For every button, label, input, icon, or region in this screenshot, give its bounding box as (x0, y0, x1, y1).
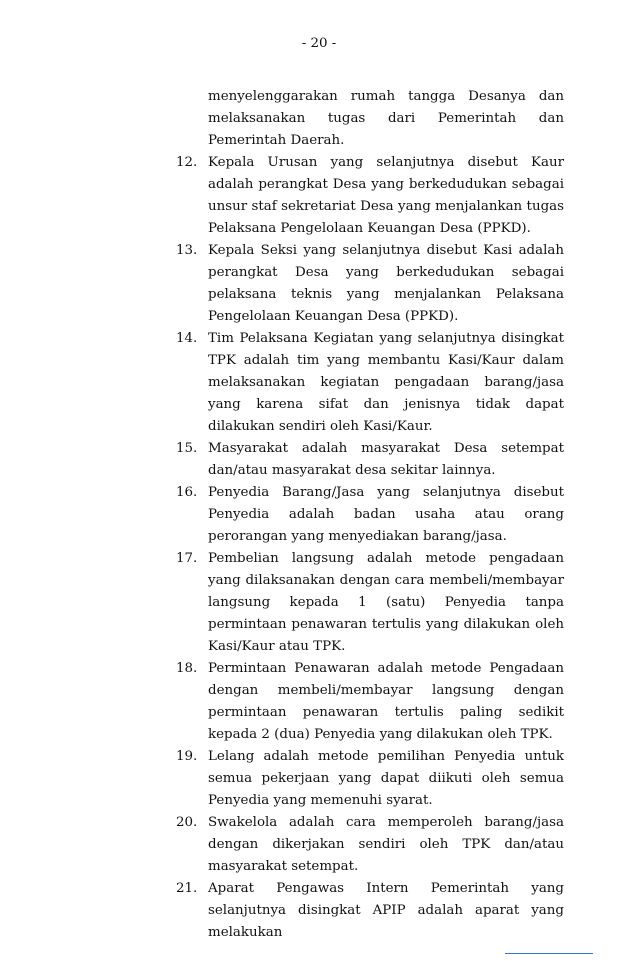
item-number: 13. (176, 243, 198, 258)
item-number: 19. (176, 749, 198, 764)
item-text: menyelenggarakan rumah tangga Desanya dan melaksanakan tugas dari Pemerintah dan Pemerintah Daerah. (208, 89, 564, 148)
item-number: 15. (176, 441, 198, 456)
item-number: 12. (176, 155, 198, 170)
list-item (0, 746, 638, 812)
item-text: Kepala Urusan yang selanjutnya disebut Kaur adalah perangkat Desa yang berkedudukan sebagai unsur staf sekretariat Desa yang menjalankan tugas Pelaksana Pengelolaan Keuangan Desa (PPKD). (208, 155, 564, 236)
list-item (0, 152, 638, 240)
item-text: Swakelola adalah cara memperoleh barang/jasa dengan dikerjakan sendiri oleh TPK dan/atau masyarakat setempat. (208, 815, 564, 874)
footer-rule (505, 953, 593, 954)
item-number: 14. (176, 331, 198, 346)
list-item (0, 438, 638, 482)
item-text: Masyarakat adalah masyarakat Desa setempat dan/atau masyarakat desa sekitar lainnya. (208, 441, 564, 478)
item-number: 17. (176, 551, 198, 566)
list-item (0, 328, 638, 438)
list-item (0, 240, 638, 328)
item-text: Tim Pelaksana Kegiatan yang selanjutnya disingkat TPK adalah tim yang membantu Kasi/Kaur dalam melaksanakan kegiatan pengadaan barang/jasa yang karena sifat dan jenisnya tidak dapat dilakukan sendiri oleh Kasi/Kaur. (208, 331, 564, 434)
item-text: Penyedia Barang/Jasa yang selanjutnya disebut Penyedia adalah badan usaha atau orang perorangan yang menyediakan barang/jasa. (208, 485, 564, 544)
item-text: Pembelian langsung adalah metode pengadaan yang dilaksanakan dengan cara membeli/membayar langsung kepada 1 (satu) Penyedia tanpa permintaan penawaran tertulis yang dilakukan oleh Kasi/Kaur atau TPK. (208, 551, 564, 654)
item-text: Kepala Seksi yang selanjutnya disebut Kasi adalah perangkat Desa yang berkedudukan sebagai pelaksana teknis yang menjalankan Pelaksana Pengelolaan Keuangan Desa (PPKD). (208, 243, 564, 324)
list-item (0, 548, 638, 658)
list-item (0, 658, 638, 746)
list-item (0, 812, 638, 878)
item-number: 16. (176, 485, 198, 500)
item-number: 20. (176, 815, 198, 830)
list-item (0, 878, 638, 944)
item-text: Permintaan Penawaran adalah metode Pengadaan dengan membeli/membayar langsung dengan permintaan penawaran tertulis paling sedikit kepada 2 (dua) Penyedia yang dilakukan oleh TPK. (208, 661, 564, 742)
item-number: 18. (176, 661, 198, 676)
item-text: Lelang adalah metode pemilihan Penyedia untuk semua pekerjaan yang dapat diikuti oleh semua Penyedia yang memenuhi syarat. (208, 749, 564, 808)
list-item (0, 86, 638, 152)
list-item (0, 482, 638, 548)
definition-list (0, 86, 638, 944)
item-text: Aparat Pengawas Intern Pemerintah yang selanjutnya disingkat APIP adalah aparat yang melakukan (208, 881, 564, 940)
item-number: 21. (176, 881, 198, 896)
page-number: - 20 - (301, 36, 337, 51)
